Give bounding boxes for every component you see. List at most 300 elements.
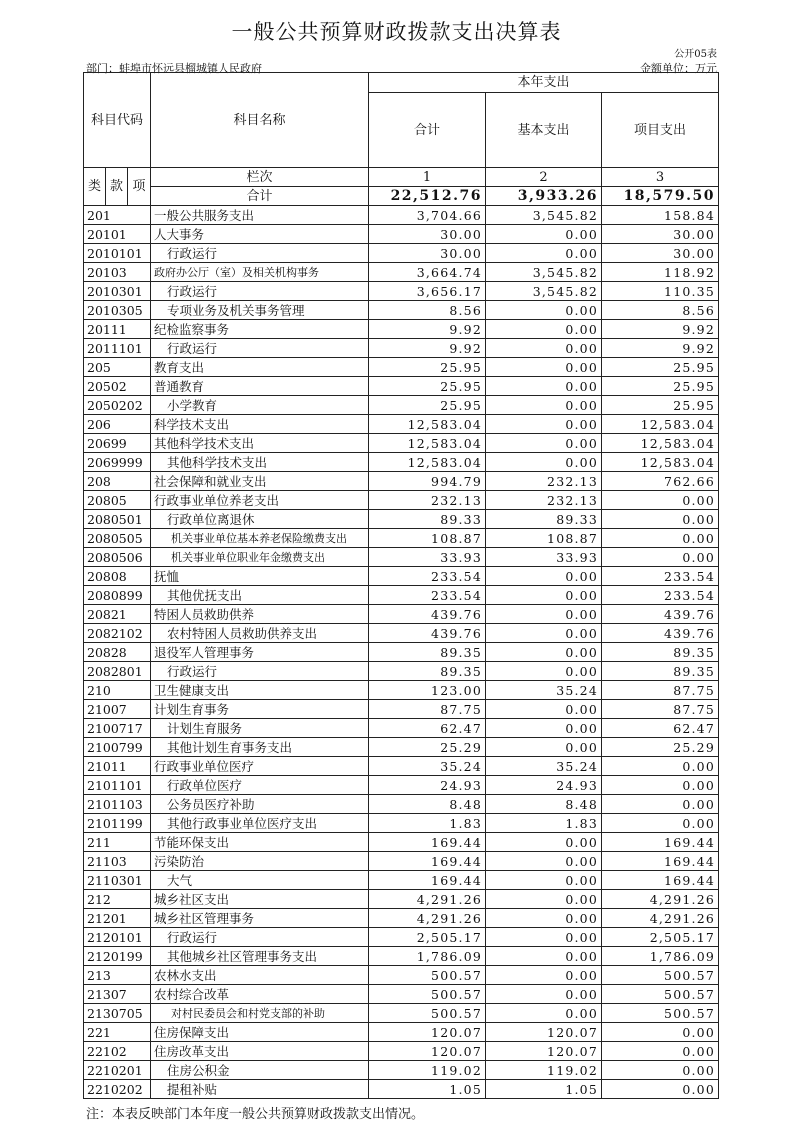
row-project: 0.00 bbox=[602, 510, 719, 529]
row-basic: 0.00 bbox=[486, 301, 602, 320]
row-project: 2,505.17 bbox=[602, 928, 719, 947]
row-basic: 0.00 bbox=[486, 396, 602, 415]
row-basic: 3,545.82 bbox=[486, 282, 602, 301]
row-project: 25.95 bbox=[602, 377, 719, 396]
table-row bbox=[84, 282, 719, 301]
row-project: 0.00 bbox=[602, 1023, 719, 1042]
row-name: 行政运行 bbox=[151, 244, 369, 263]
row-total: 24.93 bbox=[369, 776, 486, 795]
row-total: 123.00 bbox=[369, 681, 486, 700]
row-basic: 35.24 bbox=[486, 681, 602, 700]
row-basic: 3,545.82 bbox=[486, 206, 602, 225]
table-row bbox=[84, 377, 719, 396]
table-row bbox=[84, 852, 719, 871]
header-total: 合计 bbox=[369, 93, 486, 168]
row-code: 2010301 bbox=[84, 282, 151, 301]
table-row bbox=[84, 1023, 719, 1042]
row-basic: 0.00 bbox=[486, 890, 602, 909]
row-basic: 0.00 bbox=[486, 567, 602, 586]
table-row bbox=[84, 681, 719, 700]
row-basic: 0.00 bbox=[486, 662, 602, 681]
row-project: 4,291.26 bbox=[602, 909, 719, 928]
row-basic: 232.13 bbox=[486, 472, 602, 491]
header-xiang: 项 bbox=[128, 168, 151, 206]
unit-label: 金额单位：万元 bbox=[640, 62, 717, 75]
row-total: 8.56 bbox=[369, 301, 486, 320]
row-code: 2080899 bbox=[84, 586, 151, 605]
row-basic: 0.00 bbox=[486, 415, 602, 434]
row-code: 206 bbox=[84, 415, 151, 434]
row-total: 3,664.74 bbox=[369, 263, 486, 282]
row-code: 20821 bbox=[84, 605, 151, 624]
row-name: 城乡社区管理事务 bbox=[151, 909, 369, 928]
row-name: 机关事业单位基本养老保险缴费支出 bbox=[151, 529, 369, 548]
row-name: 行政运行 bbox=[151, 339, 369, 358]
row-code: 213 bbox=[84, 966, 151, 985]
row-total: 25.29 bbox=[369, 738, 486, 757]
row-basic: 0.00 bbox=[486, 700, 602, 719]
table-row bbox=[84, 909, 719, 928]
row-code: 2120101 bbox=[84, 928, 151, 947]
table-row bbox=[84, 738, 719, 757]
row-code: 211 bbox=[84, 833, 151, 852]
row-total: 25.95 bbox=[369, 377, 486, 396]
row-total: 233.54 bbox=[369, 567, 486, 586]
row-code: 2100799 bbox=[84, 738, 151, 757]
row-name: 对村民委员会和村党支部的补助 bbox=[151, 1004, 369, 1023]
row-name: 提租补贴 bbox=[151, 1080, 369, 1099]
row-basic: 1.83 bbox=[486, 814, 602, 833]
table-row bbox=[84, 1042, 719, 1061]
row-project: 0.00 bbox=[602, 529, 719, 548]
row-name: 行政运行 bbox=[151, 282, 369, 301]
table-row bbox=[84, 453, 719, 472]
row-total: 500.57 bbox=[369, 966, 486, 985]
row-basic: 33.93 bbox=[486, 548, 602, 567]
row-code: 2080506 bbox=[84, 548, 151, 567]
row-total: 9.92 bbox=[369, 320, 486, 339]
table-row bbox=[84, 643, 719, 662]
column-index-2: 2 bbox=[486, 168, 602, 187]
row-code: 201 bbox=[84, 206, 151, 225]
column-index-label: 栏次 bbox=[151, 168, 369, 187]
row-total: 1.83 bbox=[369, 814, 486, 833]
row-name: 污染防治 bbox=[151, 852, 369, 871]
row-name: 行政单位离退休 bbox=[151, 510, 369, 529]
row-name: 退役军人管理事务 bbox=[151, 643, 369, 662]
table-row bbox=[84, 434, 719, 453]
table-row bbox=[84, 339, 719, 358]
table-row bbox=[84, 358, 719, 377]
row-name: 住房公积金 bbox=[151, 1061, 369, 1080]
row-project: 0.00 bbox=[602, 548, 719, 567]
row-code: 20111 bbox=[84, 320, 151, 339]
row-total: 25.95 bbox=[369, 396, 486, 415]
row-name: 其他科学技术支出 bbox=[151, 453, 369, 472]
table-row bbox=[84, 928, 719, 947]
row-project: 4,291.26 bbox=[602, 890, 719, 909]
header-basic: 基本支出 bbox=[486, 93, 602, 168]
row-basic: 0.00 bbox=[486, 434, 602, 453]
row-project: 25.29 bbox=[602, 738, 719, 757]
sum-basic: 3,933.26 bbox=[486, 187, 602, 206]
row-code: 2080505 bbox=[84, 529, 151, 548]
row-project: 439.76 bbox=[602, 624, 719, 643]
row-basic: 0.00 bbox=[486, 643, 602, 662]
row-total: 35.24 bbox=[369, 757, 486, 776]
header-name: 科目名称 bbox=[151, 73, 369, 168]
table-row bbox=[84, 263, 719, 282]
table-row bbox=[84, 624, 719, 643]
table-row bbox=[84, 833, 719, 852]
row-total: 439.76 bbox=[369, 605, 486, 624]
row-name: 住房改革支出 bbox=[151, 1042, 369, 1061]
row-total: 87.75 bbox=[369, 700, 486, 719]
row-total: 1,786.09 bbox=[369, 947, 486, 966]
row-basic: 0.00 bbox=[486, 833, 602, 852]
row-code: 2130705 bbox=[84, 1004, 151, 1023]
row-name: 公务员医疗补助 bbox=[151, 795, 369, 814]
row-code: 208 bbox=[84, 472, 151, 491]
row-name: 特困人员救助供养 bbox=[151, 605, 369, 624]
row-code: 20101 bbox=[84, 225, 151, 244]
row-basic: 0.00 bbox=[486, 947, 602, 966]
footnote: 注：本表反映部门本年度一般公共预算财政拨款支出情况。 bbox=[86, 1107, 425, 1122]
row-basic: 119.02 bbox=[486, 1061, 602, 1080]
row-basic: 108.87 bbox=[486, 529, 602, 548]
row-code: 2101103 bbox=[84, 795, 151, 814]
row-basic: 0.00 bbox=[486, 719, 602, 738]
header-lei: 类 bbox=[84, 168, 106, 206]
row-code: 21007 bbox=[84, 700, 151, 719]
department-label: 部门：蚌埠市怀远县榴城镇人民政府 bbox=[86, 62, 262, 75]
row-basic: 0.00 bbox=[486, 377, 602, 396]
row-name: 其他优抚支出 bbox=[151, 586, 369, 605]
row-code: 21307 bbox=[84, 985, 151, 1004]
row-name: 行政事业单位养老支出 bbox=[151, 491, 369, 510]
row-name: 大气 bbox=[151, 871, 369, 890]
row-code: 2011101 bbox=[84, 339, 151, 358]
row-project: 8.56 bbox=[602, 301, 719, 320]
row-project: 0.00 bbox=[602, 1061, 719, 1080]
row-project: 89.35 bbox=[602, 643, 719, 662]
row-code: 2082801 bbox=[84, 662, 151, 681]
row-basic: 1.05 bbox=[486, 1080, 602, 1099]
row-project: 110.35 bbox=[602, 282, 719, 301]
row-total: 1.05 bbox=[369, 1080, 486, 1099]
row-basic: 120.07 bbox=[486, 1042, 602, 1061]
row-total: 2,505.17 bbox=[369, 928, 486, 947]
row-basic: 89.33 bbox=[486, 510, 602, 529]
row-total: 12,583.04 bbox=[369, 453, 486, 472]
row-total: 169.44 bbox=[369, 871, 486, 890]
table-row bbox=[84, 795, 719, 814]
row-name: 行政运行 bbox=[151, 928, 369, 947]
row-project: 62.47 bbox=[602, 719, 719, 738]
row-code: 2082102 bbox=[84, 624, 151, 643]
row-code: 221 bbox=[84, 1023, 151, 1042]
row-code: 21011 bbox=[84, 757, 151, 776]
row-project: 30.00 bbox=[602, 244, 719, 263]
table-row bbox=[84, 510, 719, 529]
row-code: 20808 bbox=[84, 567, 151, 586]
row-name: 政府办公厅（室）及相关机构事务 bbox=[151, 263, 369, 282]
row-total: 119.02 bbox=[369, 1061, 486, 1080]
header-project: 项目支出 bbox=[602, 93, 719, 168]
table-row bbox=[84, 548, 719, 567]
row-name: 其他行政事业单位医疗支出 bbox=[151, 814, 369, 833]
row-basic: 0.00 bbox=[486, 244, 602, 263]
row-project: 25.95 bbox=[602, 396, 719, 415]
table-row bbox=[84, 206, 719, 225]
row-basic: 0.00 bbox=[486, 586, 602, 605]
table-row bbox=[84, 1080, 719, 1099]
row-project: 30.00 bbox=[602, 225, 719, 244]
row-code: 21201 bbox=[84, 909, 151, 928]
row-code: 2080501 bbox=[84, 510, 151, 529]
row-basic: 0.00 bbox=[486, 928, 602, 947]
row-code: 21103 bbox=[84, 852, 151, 871]
row-name: 计划生育事务 bbox=[151, 700, 369, 719]
row-basic: 0.00 bbox=[486, 966, 602, 985]
row-project: 500.57 bbox=[602, 985, 719, 1004]
row-basic: 0.00 bbox=[486, 453, 602, 472]
row-basic: 24.93 bbox=[486, 776, 602, 795]
table-row bbox=[84, 244, 719, 263]
row-basic: 0.00 bbox=[486, 985, 602, 1004]
row-project: 762.66 bbox=[602, 472, 719, 491]
row-name: 科学技术支出 bbox=[151, 415, 369, 434]
row-name: 普通教育 bbox=[151, 377, 369, 396]
row-total: 12,583.04 bbox=[369, 415, 486, 434]
expenditure-table bbox=[83, 72, 719, 1099]
row-total: 120.07 bbox=[369, 1023, 486, 1042]
row-basic: 0.00 bbox=[486, 358, 602, 377]
row-name: 一般公共服务支出 bbox=[151, 206, 369, 225]
table-row bbox=[84, 662, 719, 681]
row-basic: 0.00 bbox=[486, 852, 602, 871]
row-project: 89.35 bbox=[602, 662, 719, 681]
row-name: 行政事业单位医疗 bbox=[151, 757, 369, 776]
row-project: 0.00 bbox=[602, 1080, 719, 1099]
table-row bbox=[84, 225, 719, 244]
column-index-1: 1 bbox=[369, 168, 486, 187]
table-row bbox=[84, 814, 719, 833]
row-total: 232.13 bbox=[369, 491, 486, 510]
table-row bbox=[84, 700, 719, 719]
table-row bbox=[84, 890, 719, 909]
table-row bbox=[84, 966, 719, 985]
row-name: 小学教育 bbox=[151, 396, 369, 415]
row-name: 农村特困人员救助供养支出 bbox=[151, 624, 369, 643]
row-name: 城乡社区支出 bbox=[151, 890, 369, 909]
row-basic: 232.13 bbox=[486, 491, 602, 510]
row-total: 169.44 bbox=[369, 852, 486, 871]
row-total: 89.35 bbox=[369, 643, 486, 662]
row-project: 0.00 bbox=[602, 1042, 719, 1061]
row-code: 2110301 bbox=[84, 871, 151, 890]
row-code: 2050202 bbox=[84, 396, 151, 415]
row-project: 0.00 bbox=[602, 814, 719, 833]
row-name: 机关事业单位职业年金缴费支出 bbox=[151, 548, 369, 567]
row-project: 169.44 bbox=[602, 852, 719, 871]
row-project: 0.00 bbox=[602, 757, 719, 776]
row-total: 9.92 bbox=[369, 339, 486, 358]
row-code: 2210202 bbox=[84, 1080, 151, 1099]
row-project: 12,583.04 bbox=[602, 434, 719, 453]
row-project: 87.75 bbox=[602, 681, 719, 700]
row-total: 169.44 bbox=[369, 833, 486, 852]
row-project: 169.44 bbox=[602, 833, 719, 852]
row-total: 89.33 bbox=[369, 510, 486, 529]
row-code: 20103 bbox=[84, 263, 151, 282]
column-index-3: 3 bbox=[602, 168, 719, 187]
row-total: 3,656.17 bbox=[369, 282, 486, 301]
row-code: 22102 bbox=[84, 1042, 151, 1061]
row-name: 教育支出 bbox=[151, 358, 369, 377]
row-name: 农村综合改革 bbox=[151, 985, 369, 1004]
row-basic: 0.00 bbox=[486, 871, 602, 890]
table-row bbox=[84, 567, 719, 586]
table-row bbox=[84, 1004, 719, 1023]
row-project: 169.44 bbox=[602, 871, 719, 890]
row-code: 2101101 bbox=[84, 776, 151, 795]
header-code: 科目代码 bbox=[84, 73, 151, 168]
row-code: 2101199 bbox=[84, 814, 151, 833]
row-project: 9.92 bbox=[602, 339, 719, 358]
row-total: 8.48 bbox=[369, 795, 486, 814]
row-code: 212 bbox=[84, 890, 151, 909]
row-project: 12,583.04 bbox=[602, 453, 719, 472]
table-row bbox=[84, 719, 719, 738]
row-name: 专项业务及机关事务管理 bbox=[151, 301, 369, 320]
row-project: 25.95 bbox=[602, 358, 719, 377]
row-basic: 8.48 bbox=[486, 795, 602, 814]
row-basic: 0.00 bbox=[486, 909, 602, 928]
sum-project: 18,579.50 bbox=[602, 187, 719, 206]
row-basic: 35.24 bbox=[486, 757, 602, 776]
form-number: 公开05表 bbox=[674, 49, 717, 60]
table-row bbox=[84, 491, 719, 510]
row-total: 89.35 bbox=[369, 662, 486, 681]
row-name: 其他城乡社区管理事务支出 bbox=[151, 947, 369, 966]
page-title: 一般公共预算财政拨款支出决算表 bbox=[231, 20, 562, 44]
row-project: 233.54 bbox=[602, 567, 719, 586]
row-total: 994.79 bbox=[369, 472, 486, 491]
row-code: 2010305 bbox=[84, 301, 151, 320]
row-code: 20699 bbox=[84, 434, 151, 453]
row-name: 其他计划生育事务支出 bbox=[151, 738, 369, 757]
row-total: 30.00 bbox=[369, 225, 486, 244]
row-project: 500.57 bbox=[602, 1004, 719, 1023]
row-project: 158.84 bbox=[602, 206, 719, 225]
row-code: 20828 bbox=[84, 643, 151, 662]
row-project: 9.92 bbox=[602, 320, 719, 339]
row-name: 人大事务 bbox=[151, 225, 369, 244]
row-name: 社会保障和就业支出 bbox=[151, 472, 369, 491]
row-project: 118.92 bbox=[602, 263, 719, 282]
row-project: 12,583.04 bbox=[602, 415, 719, 434]
sum-label: 合计 bbox=[151, 187, 369, 206]
row-name: 行政单位医疗 bbox=[151, 776, 369, 795]
table-row bbox=[84, 947, 719, 966]
row-total: 439.76 bbox=[369, 624, 486, 643]
table-row bbox=[84, 605, 719, 624]
row-total: 120.07 bbox=[369, 1042, 486, 1061]
row-basic: 0.00 bbox=[486, 1004, 602, 1023]
row-code: 2010101 bbox=[84, 244, 151, 263]
row-total: 500.57 bbox=[369, 985, 486, 1004]
table-row bbox=[84, 776, 719, 795]
row-basic: 0.00 bbox=[486, 225, 602, 244]
row-name: 纪检监察事务 bbox=[151, 320, 369, 339]
row-total: 30.00 bbox=[369, 244, 486, 263]
row-name: 行政运行 bbox=[151, 662, 369, 681]
row-project: 0.00 bbox=[602, 795, 719, 814]
row-total: 3,704.66 bbox=[369, 206, 486, 225]
table-row bbox=[84, 985, 719, 1004]
row-code: 2120199 bbox=[84, 947, 151, 966]
table-row bbox=[84, 472, 719, 491]
table-row bbox=[84, 1061, 719, 1080]
row-total: 4,291.26 bbox=[369, 890, 486, 909]
row-project: 0.00 bbox=[602, 776, 719, 795]
table-row bbox=[84, 529, 719, 548]
table-row bbox=[84, 320, 719, 339]
row-code: 2210201 bbox=[84, 1061, 151, 1080]
table-row bbox=[84, 586, 719, 605]
row-name: 住房保障支出 bbox=[151, 1023, 369, 1042]
row-basic: 0.00 bbox=[486, 605, 602, 624]
row-name: 节能环保支出 bbox=[151, 833, 369, 852]
row-total: 500.57 bbox=[369, 1004, 486, 1023]
row-basic: 120.07 bbox=[486, 1023, 602, 1042]
table-row bbox=[84, 871, 719, 890]
row-total: 25.95 bbox=[369, 358, 486, 377]
row-project: 1,786.09 bbox=[602, 947, 719, 966]
row-total: 4,291.26 bbox=[369, 909, 486, 928]
row-code: 20805 bbox=[84, 491, 151, 510]
row-basic: 0.00 bbox=[486, 624, 602, 643]
row-code: 210 bbox=[84, 681, 151, 700]
row-name: 其他科学技术支出 bbox=[151, 434, 369, 453]
table-row bbox=[84, 301, 719, 320]
header-current-year: 本年支出 bbox=[369, 73, 719, 93]
sum-total: 22,512.76 bbox=[369, 187, 486, 206]
row-name: 农林水支出 bbox=[151, 966, 369, 985]
row-name: 卫生健康支出 bbox=[151, 681, 369, 700]
row-total: 233.54 bbox=[369, 586, 486, 605]
row-name: 抚恤 bbox=[151, 567, 369, 586]
row-total: 12,583.04 bbox=[369, 434, 486, 453]
header-kuan: 款 bbox=[106, 168, 128, 206]
row-code: 205 bbox=[84, 358, 151, 377]
row-project: 439.76 bbox=[602, 605, 719, 624]
row-name: 计划生育服务 bbox=[151, 719, 369, 738]
row-code: 20502 bbox=[84, 377, 151, 396]
table-row bbox=[84, 396, 719, 415]
row-total: 33.93 bbox=[369, 548, 486, 567]
row-basic: 0.00 bbox=[486, 339, 602, 358]
table-row bbox=[84, 415, 719, 434]
row-project: 500.57 bbox=[602, 966, 719, 985]
row-basic: 0.00 bbox=[486, 738, 602, 757]
row-code: 2069999 bbox=[84, 453, 151, 472]
row-basic: 3,545.82 bbox=[486, 263, 602, 282]
row-code: 2100717 bbox=[84, 719, 151, 738]
row-basic: 0.00 bbox=[486, 320, 602, 339]
row-project: 233.54 bbox=[602, 586, 719, 605]
